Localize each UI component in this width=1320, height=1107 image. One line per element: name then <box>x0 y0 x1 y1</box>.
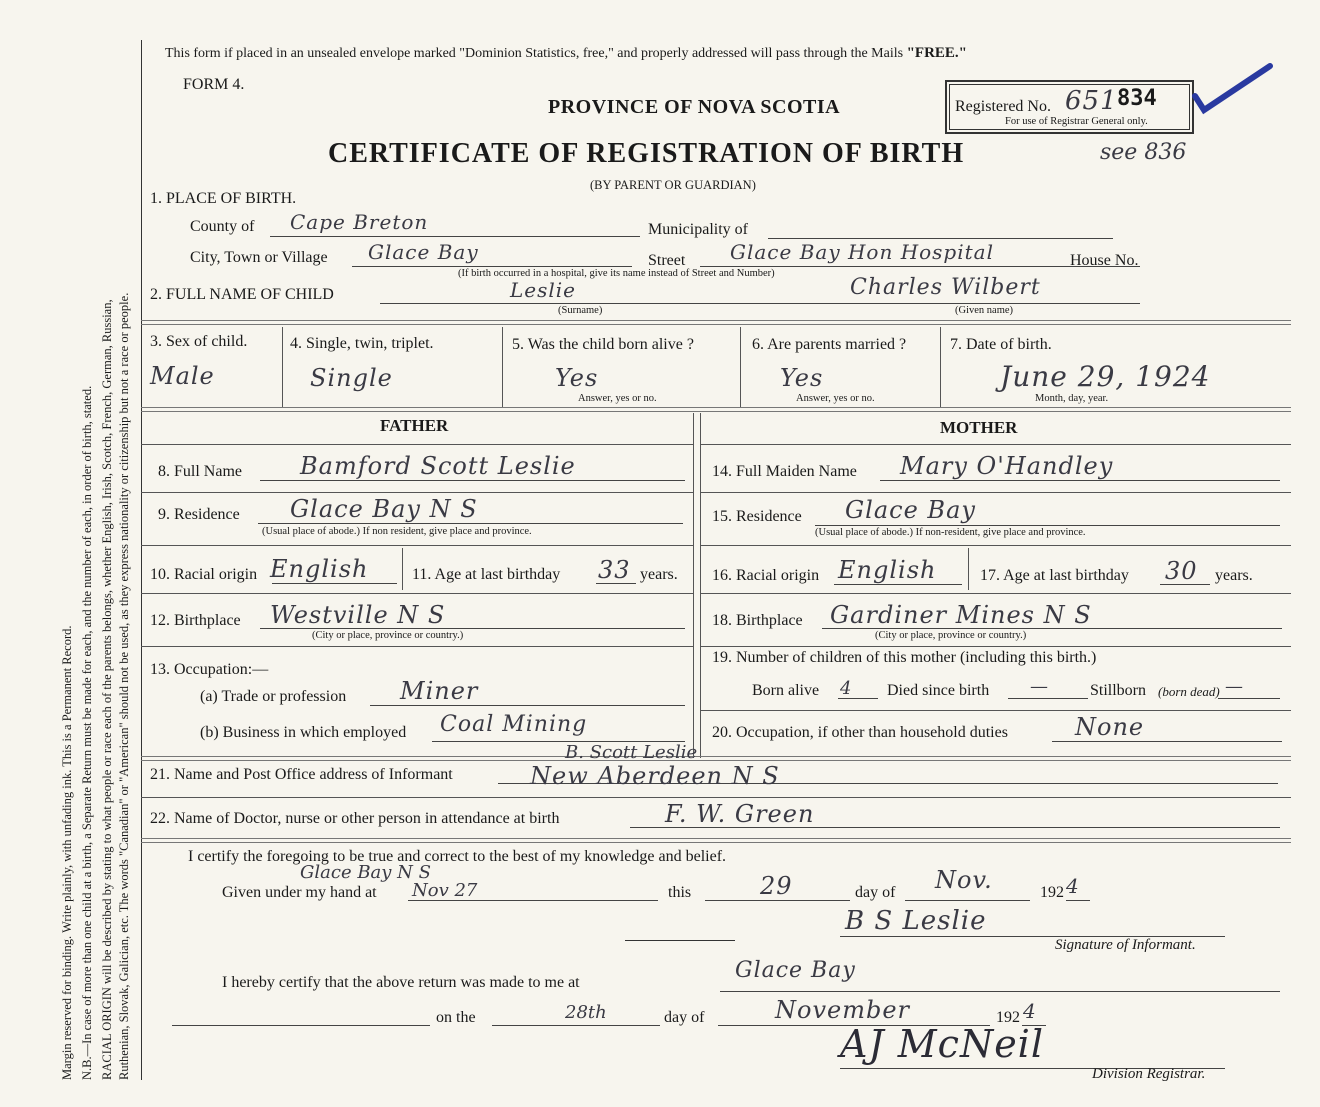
city-value: Glace Bay <box>368 240 479 264</box>
mother-occupation-label: 20. Occupation, if other than household duties <box>712 724 1008 741</box>
street-value: Glace Bay Hon Hospital <box>730 240 994 264</box>
given-place-second: Nov 27 <box>412 880 478 901</box>
mother-race-value: English <box>838 556 937 584</box>
father-age-label: 11. Age at last birthday <box>412 566 561 583</box>
place-heading: 1. PLACE OF BIRTH. <box>150 190 297 207</box>
father-name-label: 8. Full Name <box>158 463 242 480</box>
mother-birthplace-value: Gardiner Mines N S <box>830 601 1092 629</box>
single-label: 4. Single, twin, triplet. <box>290 335 434 352</box>
father-business-label: (b) Business in which employed <box>200 724 407 741</box>
registered-stamp: 834 <box>1117 86 1157 111</box>
given-label: Given under my hand at <box>222 884 377 901</box>
died-label: Died since birth <box>887 682 990 699</box>
street-label: Street <box>648 252 686 269</box>
surname-caption: (Surname) <box>558 305 603 316</box>
father-birthplace-value: Westville N S <box>270 601 446 629</box>
mother-birthplace-caption: (City or place, province or country.) <box>875 630 1027 641</box>
form-number: FORM 4. <box>183 76 245 93</box>
married-caption: Answer, yes or no. <box>796 393 875 404</box>
certificate-title: CERTIFICATE OF REGISTRATION OF BIRTH <box>328 138 965 169</box>
registrar-year-prefix: 192 <box>996 1009 1020 1026</box>
registrar-month-value: November <box>775 996 911 1024</box>
father-occupation-label: 13. Occupation:— <box>150 661 269 678</box>
registered-box <box>945 80 1194 134</box>
margin-note-1: Margin reserved for binding. Write plainly, with unfading ink. This is a Permanent Record. <box>60 625 74 1080</box>
mother-occupation-value: None <box>1075 713 1145 741</box>
mail-notice <box>165 45 967 62</box>
mother-birthplace-label: 18. Birthplace <box>712 612 803 629</box>
day-value: 29 <box>760 872 793 900</box>
on-the-label: on the <box>436 1009 476 1026</box>
registrar-place-value: Glace Bay <box>735 958 856 983</box>
left-border <box>141 40 142 1080</box>
mail-free: "FREE." <box>906 45 967 61</box>
registrar-year-suffix: 4 <box>1023 999 1037 1023</box>
registrar-statement: I hereby certify that the above return was made to me at <box>222 974 580 991</box>
informant-name-value: B. Scott Leslie <box>565 742 698 763</box>
father-race-label: 10. Racial origin <box>150 566 258 583</box>
child-given-value: Charles Wilbert <box>850 275 1041 300</box>
alive-value: Yes <box>555 364 599 392</box>
mother-residence-label: 15. Residence <box>712 508 802 525</box>
registrar-day-value: 28th <box>565 1002 607 1023</box>
father-birthplace-label: 12. Birthplace <box>150 612 241 629</box>
province-title: PROVINCE OF NOVA SCOTIA <box>548 96 841 118</box>
father-race-value: English <box>270 555 369 583</box>
year-prefix: 192 <box>1040 884 1064 901</box>
child-name-label: 2. FULL NAME OF CHILD <box>150 286 334 303</box>
father-residence-caption: (Usual place of abode.) If non resident, give place and province. <box>262 526 532 537</box>
father-trade-value: Miner <box>400 677 479 705</box>
margin-note-3: RACIAL ORIGIN will be described by stating to what people or race each of the parents belongs, whether English, Irish, Scotch, French, German, Russian, <box>100 299 114 1080</box>
father-trade-label: (a) Trade or profession <box>200 688 347 705</box>
registered-number: 651 <box>1065 86 1118 116</box>
dob-label: 7. Date of birth. <box>950 336 1052 353</box>
informant-signature: B S Leslie <box>845 906 987 936</box>
doctor-value: F. W. Green <box>665 800 815 828</box>
stillborn-label: Stillborn <box>1090 682 1147 699</box>
alive-caption: Answer, yes or no. <box>578 393 657 404</box>
given-caption: (Given name) <box>955 305 1014 316</box>
father-name-value: Bamford Scott Leslie <box>300 452 576 480</box>
registrar-signature: AJ McNeil <box>840 1022 1044 1066</box>
year-suffix: 4 <box>1066 874 1080 898</box>
father-age-unit: years. <box>640 566 678 583</box>
father-business-value: Coal Mining <box>440 712 588 737</box>
died-value: — <box>1030 676 1048 697</box>
single-value: Single <box>310 364 393 392</box>
given-place-value: Glace Bay N S <box>300 862 431 883</box>
city-label: City, Town or Village <box>190 249 328 266</box>
sex-label: 3. Sex of child. <box>150 333 248 350</box>
mother-residence-caption: (Usual place of abode.) If non-resident, give place and province. <box>815 527 1086 538</box>
mother-age-value: 30 <box>1165 557 1198 585</box>
mother-children-label: 19. Number of children of this mother (including this birth.) <box>712 649 1097 666</box>
stillborn-caption: (born dead) <box>1158 684 1220 699</box>
registrar-caption: Division Registrar. <box>1092 1066 1206 1082</box>
see-note: see 836 <box>1100 140 1187 165</box>
registered-label: Registered No. <box>955 98 1051 115</box>
mother-age-label: 17. Age at last birthday <box>980 567 1129 584</box>
born-alive-value: 4 <box>840 678 852 699</box>
father-heading: FATHER <box>380 416 449 435</box>
informant-label: 21. Name and Post Office address of Informant <box>150 766 453 783</box>
certificate-subtitle: (BY PARENT OR GUARDIAN) <box>590 178 756 192</box>
month-value: Nov. <box>935 866 993 894</box>
father-residence-value: Glace Bay N S <box>290 495 478 523</box>
registrar-use-note: For use of Registrar General only. <box>1005 116 1148 127</box>
checkmark-icon <box>1190 58 1280 118</box>
day-of-label: day of <box>855 884 896 901</box>
certify-statement: I certify the foregoing to be true and correct to the best of my knowledge and belief. <box>188 848 727 865</box>
doctor-label: 22. Name of Doctor, nurse or other person in attendance at birth <box>150 810 560 827</box>
alive-label: 5. Was the child born alive ? <box>512 336 694 353</box>
mail-notice-text: This form if placed in an unsealed envelope marked "Dominion Statistics, free," and properly addressed will pass through the Mails <box>165 46 904 61</box>
house-label: House No. <box>1070 252 1139 269</box>
margin-note-4: Ruthenian, Slovak, Galician, etc. The words "Canadian" or "American" should not be used, as they express nationality or citizenship but not a race or people. <box>117 292 131 1080</box>
married-label: 6. Are parents married ? <box>752 336 907 353</box>
dob-value: June 29, 1924 <box>1000 360 1211 393</box>
hospital-note: (If birth occurred in a hospital, give its name instead of Street and Number) <box>458 268 775 279</box>
informant-address-value: New Aberdeen N S <box>530 762 780 790</box>
mother-name-value: Mary O'Handley <box>900 452 1114 480</box>
stillborn-value: — <box>1225 676 1243 697</box>
child-surname-value: Leslie <box>510 278 577 302</box>
municipality-label: Municipality of <box>648 221 748 238</box>
mother-age-unit: years. <box>1215 567 1253 584</box>
father-birthplace-caption: (City or place, province or country.) <box>312 630 464 641</box>
married-value: Yes <box>780 364 824 392</box>
mother-heading: MOTHER <box>940 418 1018 437</box>
county-value: Cape Breton <box>290 210 429 234</box>
county-label: County of <box>190 218 255 235</box>
mother-name-label: 14. Full Maiden Name <box>712 463 857 480</box>
dob-caption: Month, day, year. <box>1035 393 1109 404</box>
mother-race-label: 16. Racial origin <box>712 567 820 584</box>
margin-note-2: N.B.—In case of more than one child at a birth, a Separate Return must be made for each, and the number of each, in order of birth, stated. <box>80 385 94 1080</box>
father-age-value: 33 <box>598 556 631 584</box>
registrar-day-of-label: day of <box>664 1009 705 1026</box>
mother-residence-value: Glace Bay <box>845 496 976 524</box>
this-label: this <box>668 884 692 901</box>
signature-caption: Signature of Informant. <box>1055 937 1196 953</box>
father-residence-label: 9. Residence <box>158 506 240 523</box>
sex-value: Male <box>150 362 215 390</box>
born-alive-label: Born alive <box>752 682 820 699</box>
